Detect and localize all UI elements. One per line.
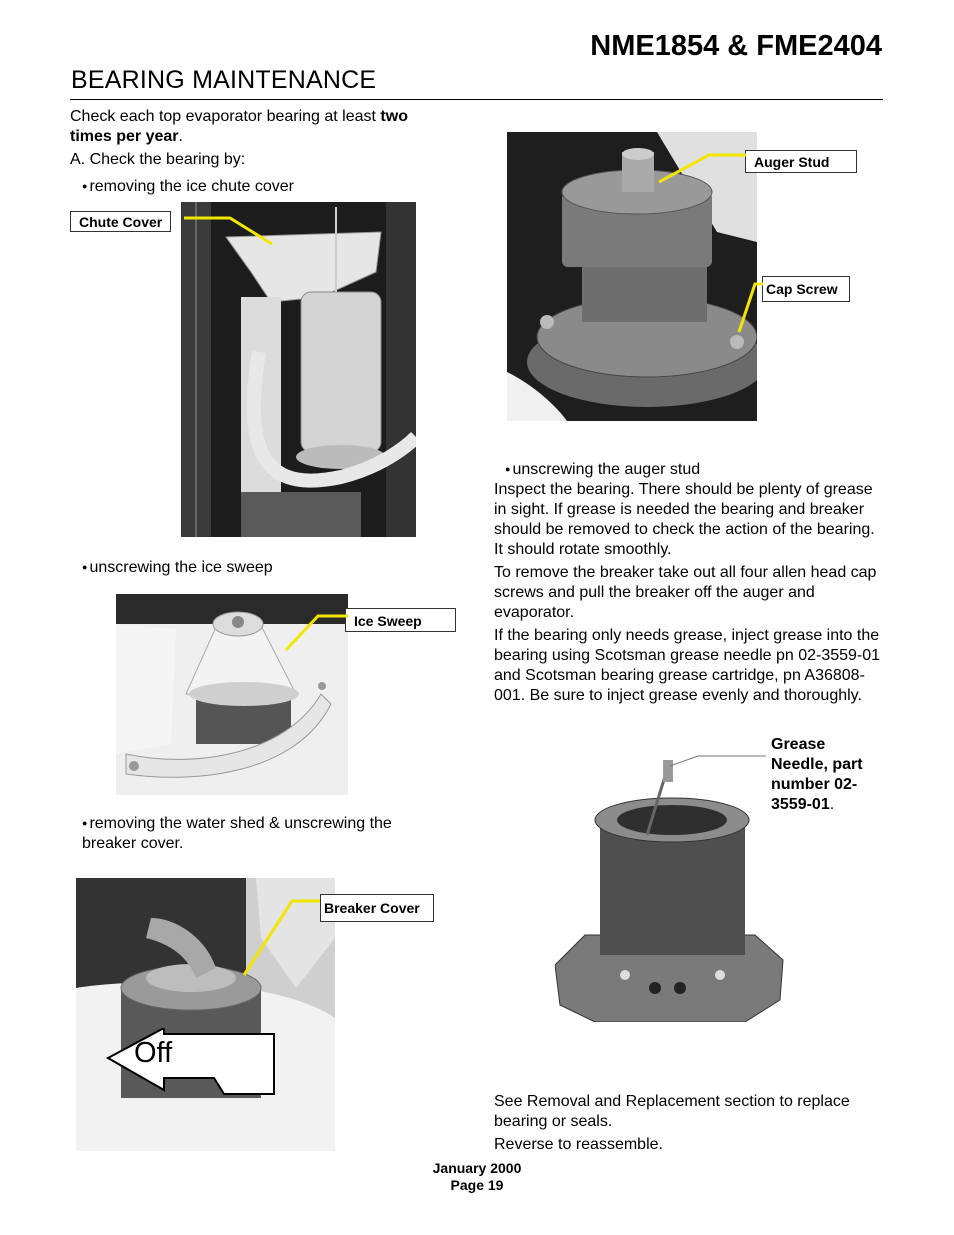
intro-bold: two times per year (70, 108, 408, 145)
remove-breaker-paragraph: To remove the breaker take out all four allen head cap screws and pull the breaker off the auger and evaporator. (494, 564, 877, 621)
auger-stud-label: Auger Stud (745, 150, 857, 173)
bullet-ice-sweep: ● unscrewing the ice sweep (82, 557, 273, 578)
grease-needle-label (771, 735, 886, 815)
section-title: BEARING MAINTENANCE (71, 66, 377, 94)
off-arrow (104, 1028, 279, 1096)
intro-paragraph (70, 107, 450, 147)
breaker-cover-leader (240, 897, 324, 979)
bullet-auger-stud: ● unscrewing the auger stud (505, 459, 700, 480)
removal-paragraph: See Removal and Replacement section to replace bearing or seals. (494, 1093, 850, 1130)
grease-needle-photo (555, 760, 785, 1022)
grease-needle-text: Grease Needle, part number 02-3559-01 (771, 736, 863, 813)
bullet-chute-cover: ● removing the ice chute cover (82, 176, 294, 197)
inspect-paragraph: Inspect the bearing. There should be plenty of grease in sight. If grease is needed the bearing and breaker should be removed to check the action of the bearing. It should rotate smoothly. (494, 481, 875, 558)
breaker-cover-label: Breaker Cover (320, 894, 434, 922)
reassemble-paragraph: Reverse to reassemble. (494, 1136, 663, 1153)
chute-cover-label: Chute Cover (70, 211, 171, 232)
intro-text: Check each top evaporator bearing at least (70, 108, 381, 125)
model-title: NME1854 & FME2404 (590, 30, 882, 62)
grease-needle-leader (668, 752, 768, 772)
ice-sweep-leader (280, 612, 352, 654)
cap-screw-label: Cap Screw (762, 276, 850, 302)
footer-page: Page 19 (450, 1177, 504, 1193)
auger-stud-leader (655, 150, 750, 186)
bullet-breaker-cover: ● removing the water shed & unscrewing the breaker cover. (82, 813, 442, 854)
intro-end: . (178, 128, 183, 145)
header-rule (70, 99, 883, 100)
grease-needle-period: . (829, 796, 835, 813)
grease-paragraph: If the bearing only needs grease, inject grease into the bearing using Scotsman grease needle pn 02-3559-01 and Scotsman bearing grease cartridge, pn A36808-001. Be sure to inject grease evenly and thoroughly. (494, 627, 881, 704)
footer-date: January 2000 (432, 1160, 522, 1176)
off-label: Off (134, 1037, 173, 1069)
ice-sweep-label: Ice Sweep (345, 608, 456, 632)
chute-cover-photo (181, 202, 416, 537)
check-heading: A. Check the bearing by: (70, 151, 246, 168)
cap-screw-leader (735, 280, 767, 336)
chute-cover-leader (180, 214, 280, 249)
